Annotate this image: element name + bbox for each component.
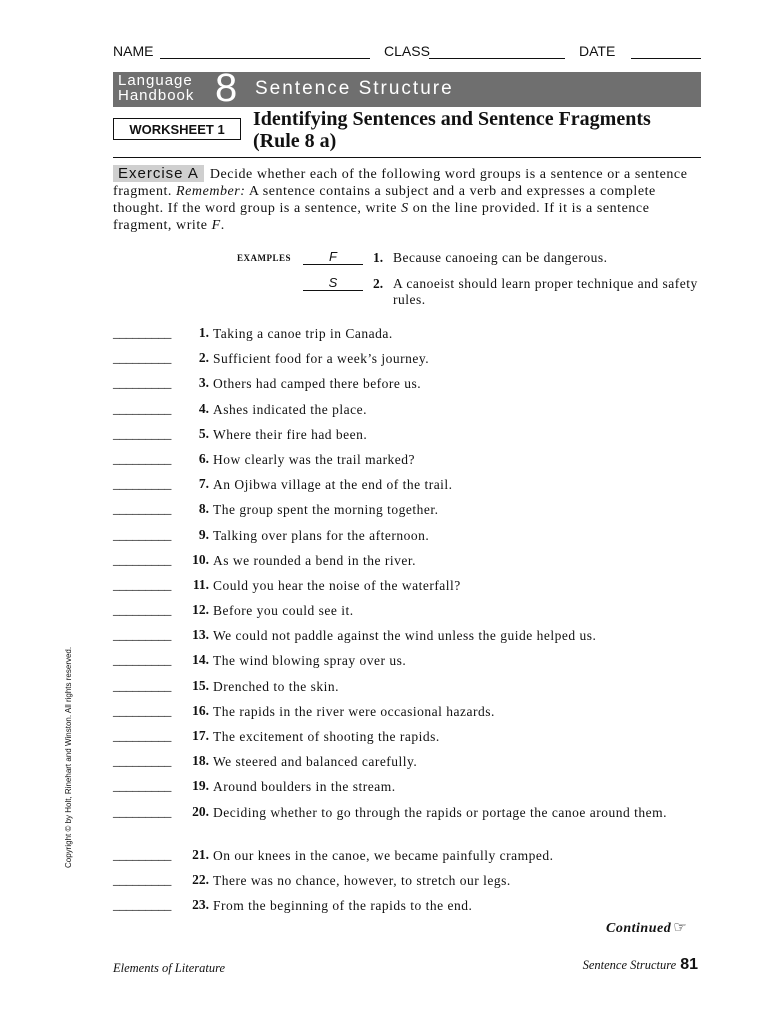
example-row: [303, 275, 698, 307]
chapter-number: 8: [215, 66, 238, 110]
answer-blank[interactable]: _________: [113, 778, 172, 794]
answer-blank[interactable]: _________: [113, 627, 172, 643]
item-text: The rapids in the river were occasional hazards.: [213, 703, 495, 719]
list-item: [113, 476, 713, 501]
list-item: [113, 451, 713, 476]
list-item: [113, 501, 713, 526]
list-item: [113, 728, 713, 753]
item-number: 22.: [192, 871, 209, 887]
item-text: Drenched to the skin.: [213, 678, 339, 694]
name-label: NAME: [113, 43, 154, 59]
worksheet-label: WORKSHEET 1: [113, 118, 241, 140]
list-item: [113, 375, 713, 400]
list-item: [113, 627, 713, 652]
answer-blank[interactable]: _________: [113, 526, 172, 542]
list-item: [113, 778, 713, 803]
worksheet-title: Identifying Sentences and Sentence Fragments (Rule 8 a): [253, 108, 651, 152]
item-text: From the beginning of the rapids to the end.: [213, 897, 473, 913]
list-item: [113, 753, 713, 778]
list-item: [113, 678, 713, 703]
item-text: There was no chance, however, to stretch our legs.: [213, 872, 511, 888]
answer-blank[interactable]: _________: [113, 803, 172, 819]
item-number: 10.: [192, 551, 209, 567]
list-item: [113, 401, 713, 426]
item-number: 7.: [198, 476, 209, 492]
item-text: As we rounded a bend in the river.: [213, 552, 416, 568]
item-number: 8.: [198, 501, 209, 517]
name-line: [160, 58, 370, 59]
item-text: Talking over plans for the afternoon.: [213, 527, 430, 543]
answer-blank[interactable]: _________: [113, 476, 172, 492]
example-answer: F: [303, 250, 363, 265]
item-number: 5.: [198, 425, 209, 441]
item-text: Taking a canoe trip in Canada.: [213, 326, 393, 341]
exercise-instructions: Exercise A Decide whether each of the following word groups is a sentence or a sentence fragment. Remember: A sentence contains a subject and a verb and expresses a complete thought. If the word group is a sentence, write S on the line provided. If it is a sentence fragment, write F.: [113, 165, 688, 233]
item-text: Before you could see it.: [213, 603, 354, 619]
list-item: [113, 325, 713, 350]
item-text: Could you hear the noise of the waterfall?: [213, 577, 461, 593]
answer-blank[interactable]: _________: [113, 375, 172, 391]
answer-blank[interactable]: _________: [113, 425, 172, 441]
item-text: Others had camped there before us.: [213, 376, 422, 392]
item-number: 19.: [192, 778, 209, 794]
item-text: An Ojibwa village at the end of the trail.: [213, 477, 453, 493]
item-number: 13.: [192, 627, 209, 643]
answer-blank[interactable]: _________: [113, 702, 172, 718]
item-text: We could not paddle against the wind unless the guide helped us.: [213, 628, 597, 644]
answer-blank[interactable]: _________: [113, 350, 172, 366]
date-line: [631, 58, 701, 59]
class-label: CLASS: [384, 43, 430, 59]
page-number: 81: [680, 956, 698, 973]
list-item: [113, 527, 713, 552]
item-text: The excitement of shooting the rapids.: [213, 729, 440, 744]
exercise-label: Exercise A: [113, 165, 204, 182]
answer-blank[interactable]: _________: [113, 846, 172, 862]
item-number: 1.: [198, 325, 209, 340]
item-number: 2.: [198, 350, 209, 366]
example-text: A canoeist should learn proper technique and safety rules.: [393, 276, 698, 307]
list-item: [113, 602, 713, 627]
example-answer: S: [303, 276, 363, 291]
item-number: 12.: [192, 602, 209, 618]
item-number: 18.: [192, 753, 209, 769]
class-line: [429, 58, 565, 59]
item-number: 17.: [192, 728, 209, 743]
item-number: 3.: [198, 375, 209, 391]
item-text: Where their fire had been.: [213, 426, 368, 442]
exercise-items: [113, 325, 713, 922]
answer-blank[interactable]: _________: [113, 677, 172, 693]
item-text: On our knees in the canoe, we became painfully cramped.: [213, 847, 554, 863]
chapter-title: Sentence Structure: [255, 78, 454, 99]
handbook-label: Language Handbook: [118, 72, 195, 104]
item-number: 6.: [198, 450, 209, 466]
answer-blank[interactable]: _________: [113, 325, 172, 340]
item-text: We steered and balanced carefully.: [213, 754, 418, 770]
item-text: How clearly was the trail marked?: [213, 451, 416, 467]
list-item: [113, 426, 713, 451]
answer-blank[interactable]: _________: [113, 896, 172, 912]
list-item: [113, 804, 713, 847]
answer-blank[interactable]: _________: [113, 753, 172, 769]
item-text: The group spent the morning together.: [213, 502, 439, 518]
continued-note: Continued ☞: [606, 920, 688, 936]
header-fields: [113, 43, 701, 63]
item-text: The wind blowing spray over us.: [213, 653, 407, 669]
answer-blank[interactable]: _________: [113, 576, 172, 592]
footer-book-title: Elements of Literature: [113, 961, 226, 975]
item-text: Around boulders in the stream.: [213, 779, 396, 795]
item-number: 16.: [192, 702, 209, 718]
list-item: [113, 652, 713, 677]
example-number: 2.: [373, 276, 384, 291]
item-number: 23.: [192, 896, 209, 912]
list-item: [113, 847, 713, 872]
item-text: Sufficient food for a week’s journey.: [213, 351, 430, 367]
footer-section: Sentence Structure 81: [582, 956, 698, 973]
list-item: [113, 552, 713, 577]
item-number: 9.: [198, 526, 209, 542]
list-item: [113, 703, 713, 728]
example-row: [303, 249, 608, 266]
example-text: Because canoeing can be dangerous.: [393, 250, 608, 265]
title-divider: [113, 157, 701, 158]
item-number: 4.: [198, 400, 209, 416]
pointing-hand-icon: ☞: [673, 920, 688, 936]
answer-blank[interactable]: _________: [113, 551, 172, 567]
item-number: 15.: [192, 677, 209, 693]
item-number: 14.: [192, 652, 209, 668]
answer-blank[interactable]: _________: [113, 602, 172, 618]
list-item: [113, 577, 713, 602]
example-number: 1.: [373, 250, 384, 265]
list-item: [113, 350, 713, 375]
item-number: 21.: [192, 846, 209, 862]
examples-label: EXAMPLES: [237, 253, 292, 263]
list-item: [113, 872, 713, 897]
answer-blank[interactable]: _________: [113, 501, 172, 517]
item-number: 20.: [192, 803, 209, 819]
item-number: 11.: [192, 576, 209, 592]
date-label: DATE: [579, 43, 616, 59]
answer-blank[interactable]: _________: [113, 450, 172, 466]
item-text: Ashes indicated the place.: [213, 401, 367, 417]
copyright-notice: Copyright © by Holt, Rinehart and Winston. All rights reserved.: [64, 646, 73, 868]
item-text: Deciding whether to go through the rapids or portage the canoe around them.: [213, 804, 667, 820]
answer-blank[interactable]: _________: [113, 400, 172, 416]
answer-blank[interactable]: _________: [113, 728, 172, 743]
answer-blank[interactable]: _________: [113, 652, 172, 668]
answer-blank[interactable]: _________: [113, 871, 172, 887]
chapter-banner: [113, 66, 701, 110]
